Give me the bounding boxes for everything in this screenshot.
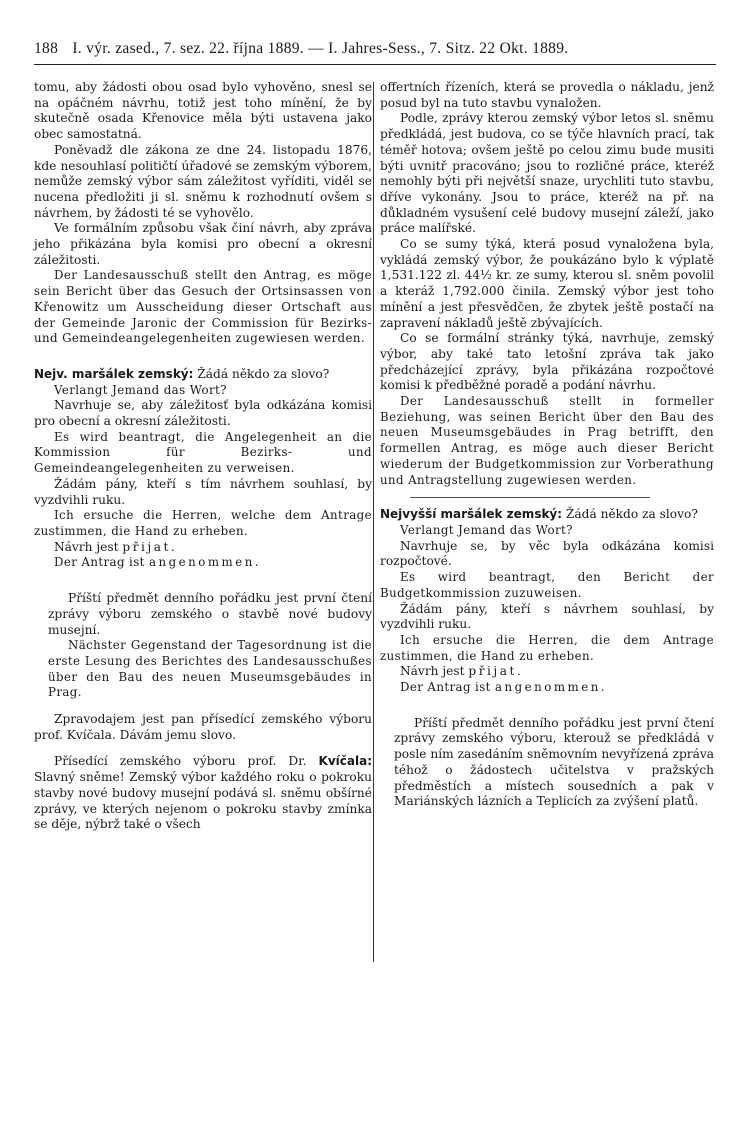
- speech: Nejvyšší maršálek zemský: Žádá někdo za slovo?: [380, 507, 698, 522]
- paragraph-german: Ich ersuche die Herren, die dem Antrage zustimmen, die Hand zu erheben.: [380, 632, 714, 663]
- paragraph: Žádám pány, kteří s návrhem souhlasí, by vyzdvihli ruku.: [380, 601, 714, 632]
- speaker-name: Nejv. maršálek zemský:: [34, 366, 194, 381]
- paragraph-german: Es wird beantragt, die Angelegenheit an die Kommission für Bezirks- und Gemeindeangelegenheiten zu verweisen.: [34, 429, 372, 476]
- running-header: [34, 40, 718, 60]
- result-line: Návrh jest přijat.: [400, 664, 524, 679]
- paragraph-german: Der Landesausschuß stellt in formeller Beziehung, was seinen Bericht über den Bau des neuen Museumsgebäudes in Prag betrifft, den formellen Antrag, es möge auch dieser Bericht wiederum der Budgetkommission zur Vorberathung und Antragstellung zugewiesen werden.: [380, 394, 714, 487]
- agenda-item: Příští předmět denního pořádku jest první čtení zprávy výboru zemského o stavbě nové budovy musejní.: [48, 591, 372, 637]
- paragraph: Co se formální stránky týká, navrhuje, zemský výbor, aby také tato letošní zpráva tak jako předcházející zprávy, byla přikázána rozpočtové komisi k předběžné poradě a podání návrhu.: [380, 331, 714, 393]
- result-line-german: Der Antrag ist angenommen.: [54, 555, 262, 570]
- right-column: [380, 80, 714, 810]
- paragraph-german: Es wird beantragt, den Bericht der Budgetkommission zuzuweisen.: [380, 570, 714, 600]
- paragraph: Podle, zprávy kterou zemský výbor letos sl. sněmu předkládá, jest budova, co se týče hlavních prací, tak téměř hotova; ovšem ještě po celou zimu bude musiti býti uvnitř pracováno; jsou to rozličné práce, kteréž nemohly býti při největší snaze, urychliti tuto stavbu, dříve vykonány. Jsou to práce, kteréž na př. na důkladném vysušení celé budovy musejní záleží, jako práce malířské.: [380, 111, 714, 236]
- paragraph: Navrhuje se, aby záležitosť byla odkázána komisi pro obecní a okresní záležitosti.: [34, 398, 372, 429]
- paragraph: tomu, aby žádosti obou osad bylo vyhověno, snesl se na opáčném návrhu, totiž jest toho mínění, že by skutečně osada Křenovice měla býti ustavena jako obec samostatná.: [34, 80, 372, 142]
- agenda-item-german: Nächster Gegenstand der Tagesordnung ist die erste Lesung des Berichtes des Landesausschußes über den Bau des neuen Museumsgebäudes in Prag.: [48, 638, 372, 700]
- header-rule: [34, 64, 716, 65]
- paragraph-german: Der Landesausschuß stellt den Antrag, es möge sein Bericht über das Gesuch der Ortsinsassen von Křenowitz um Ausscheidung dieser Ortschaft aus der Gemeinde Jaronic der Commission für Bezirks- und Gemeindeangelegenheiten zugewiesen werden.: [34, 268, 372, 346]
- speech: Přísedící zemského výboru prof. Dr. Kvíčala: Slavný sněme! Zemský výbor každého roku o pokroku stavby nové budovy musejní podává sl. sněmu obšírné zprávy, ve kterých nejenom o pokroku stavby zmínka se děje, nýbrž také o všech: [34, 754, 372, 832]
- paragraph: Zpravodajem jest pan přísedící zemského výboru prof. Kvíčala. Dávám jemu slovo.: [34, 712, 372, 742]
- page-number: 188: [34, 40, 59, 57]
- paragraph: Navrhuje se, by věc byla odkázána komisi rozpočtové.: [380, 538, 714, 569]
- paragraph-german: Verlangt Jemand das Wort?: [54, 382, 227, 397]
- header-title: I. výr. zased., 7. sez. 22. října 1889. — I. Jahres-Sess., 7. Sitz. 22 Okt. 1889.: [72, 40, 569, 57]
- paragraph: offertních řízeních, která se provedla o nákladu, jenž posud byl na tuto stavbu vynaložen.: [380, 80, 714, 110]
- paragraph: Žádám pány, kteří s tím návrhem souhlasí, by vyzdvihli ruku.: [34, 476, 372, 507]
- speech: Nejv. maršálek zemský: Žádá někdo za slovo?: [34, 366, 330, 381]
- speaker-name: Kvíčala:: [318, 754, 372, 769]
- paragraph: Co se sumy týká, která posud vynaložena byla, vykládá zemský výbor, že poukázáno bylo k výplatě 1,531.122 zl. 44½ kr. ze sumy, kterou sl. sněm povolil a kteráž 1,792.000 činila. Zemský výbor jest toho mínění a jest přesvědčen, že zbytek ještě postačí na zapravení nákladů ještě zbývajících.: [380, 237, 714, 330]
- column-divider: [373, 82, 374, 962]
- result-line-german: Der Antrag ist angenommen.: [400, 680, 608, 695]
- result-line: Návrh jest přijat.: [54, 539, 178, 554]
- paragraph: Poněvadž dle zákona ze dne 24. listopadu 1876, kde nesouhlasí političtí úřadové se zemským výborem, nemůže zemský výbor sám záležitost vyříditi, viděl se nucena předložiti ji sl. sněmu k rozhodnutí ovšem s návrhem, by žádosti té se vyhovělo.: [34, 142, 372, 220]
- left-column: [34, 80, 372, 833]
- speaker-name: Nejvyšší maršálek zemský:: [380, 507, 563, 522]
- agenda-item: Příští předmět denního pořádku jest první čtení zprávy zemského výboru, kterouž se předkládá v posle ním zasedáním sněmovním nevyřízená zpráva téhož o žádostech učitelstva v pražských předměstích a místech sousedních a pak v Mariánských lázních a Teplicích za zvýšení platů.: [394, 715, 714, 809]
- section-rule: [410, 497, 650, 498]
- paragraph: Ve formálním způsobu však činí návrh, aby zpráva jeho přikázána byla komisi pro obecní a okresní záležitosti.: [34, 221, 372, 267]
- paragraph-german: Verlangt Jemand das Wort?: [400, 522, 573, 537]
- paragraph-german: Ich ersuche die Herren, welche dem Antrage zustimmen, die Hand zu erheben.: [34, 508, 372, 538]
